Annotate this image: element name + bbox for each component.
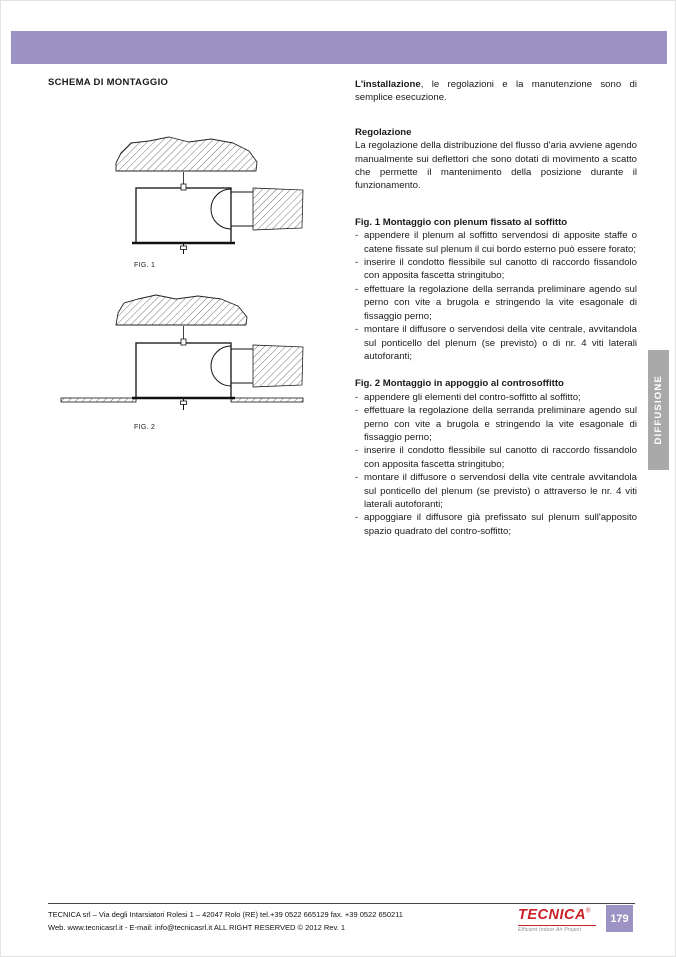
fig1-bullet-list	[355, 229, 637, 363]
bullet-item: - appendere il plenum al soffitto servendosi di apposite staffe o catene fissate sul plenum il cui bordo esterno può essere forato;	[355, 229, 637, 256]
footer-divider	[48, 903, 635, 904]
bullet-item: - appendere gli elementi del contro-soffitto al soffitto;	[355, 391, 637, 404]
plenum-box	[136, 188, 231, 243]
bullet-item: - montare il diffusore o servendosi della vite centrale avvitandola sul ponticello del plenum (se previsto) o attraverso le nr. 4 viti laterali autoforanti;	[355, 471, 637, 511]
intro-paragraph	[355, 78, 637, 105]
fig1-section-title: Fig. 1 Montaggio con plenum fissato al soffitto	[355, 216, 568, 228]
counter-ceiling-right	[231, 398, 303, 402]
ceiling-hatch	[116, 295, 247, 325]
page-title: SCHEMA DI MONTAGGIO	[48, 77, 169, 88]
fig2-diagram	[56, 293, 306, 433]
intro-bold-text: L'installazione	[355, 79, 421, 90]
counter-ceiling-left	[61, 398, 136, 402]
logo-wordmark: TECNICA	[518, 907, 586, 923]
footer-text-block	[48, 909, 478, 934]
fig1-caption: FIG. 1	[134, 262, 156, 269]
body-text-column	[355, 78, 637, 552]
fig2-caption: FIG. 2	[134, 424, 156, 431]
fig2-section-title: Fig. 2 Montaggio in appoggio al controsoffitto	[355, 378, 564, 390]
footer-web-line: Web. www.tecnicasrl.it - E-mail: info@tecnicasrl.it ALL RIGHT RESERVED © 2012 Rev. 1	[48, 922, 345, 932]
tecnica-logo	[518, 906, 602, 933]
logo-underline	[518, 925, 596, 926]
footer-address-line: TECNICA srl – Via degli Intarsiatori Rolesi 1 – 42047 Rolo (RE) tel.+39 0522 665129 fax. +39 0522 650211	[48, 910, 403, 919]
fig2-bullet-list	[355, 391, 637, 538]
registered-mark-icon: ®	[585, 908, 591, 915]
logo-tagline: Efficient Indoor Air Project	[518, 927, 582, 933]
ceiling-hatch	[116, 137, 257, 171]
fig1-diagram	[71, 133, 311, 265]
regolazione-paragraph: La regolazione della distribuzione del flusso d'aria avviene agendo manualmente sui deflettori che sono dotati di movimento a scatto che permette il mantenimento della posizione durante il funzionamento.	[355, 140, 637, 192]
center-screw-head	[181, 246, 187, 250]
regolazione-title: Regolazione	[355, 126, 412, 138]
bullet-item: - effettuare la regolazione della serranda preliminare agendo sul perno con vite a brugola e stringendo la vite esagonale di fissaggio perno;	[355, 404, 637, 444]
intro-rest-text: , le regolazioni e la manutenzione sono di semplice esecuzione.	[355, 79, 637, 104]
top-screw	[181, 184, 186, 190]
bullet-item: - montare il diffusore o servendosi della vite centrale, avvitandola sul ponticello del plenum (se previsto) o di nr. 4 viti laterali autoforanti;	[355, 323, 637, 363]
bullet-item: - appoggiare il diffusore già prefissato sul plenum sull'apposito spazio quadrato del contro-soffitto;	[355, 511, 637, 538]
plenum-box	[136, 343, 231, 398]
side-tab-label: DIFFUSIONE	[653, 375, 664, 445]
flexible-duct	[253, 188, 303, 230]
bullet-item: - inserire il condotto flessibile sul canotto di raccordo fissandolo con apposita fascetta stringitubo;	[355, 256, 637, 283]
header-band	[11, 31, 667, 64]
side-tab-diffusione	[648, 350, 669, 470]
flexible-duct	[253, 345, 303, 387]
center-screw-head	[181, 401, 187, 405]
bullet-item: - inserire il condotto flessibile sul canotto di raccordo fissandolo con apposita fascetta stringitubo;	[355, 444, 637, 471]
top-screw	[181, 339, 186, 345]
bullet-item: - effettuare la regolazione della serranda preliminare agendo sul perno con vite a brugola e stringendo la vite esagonale di fissaggio perno;	[355, 283, 637, 323]
page-number-badge: 179	[606, 905, 633, 932]
